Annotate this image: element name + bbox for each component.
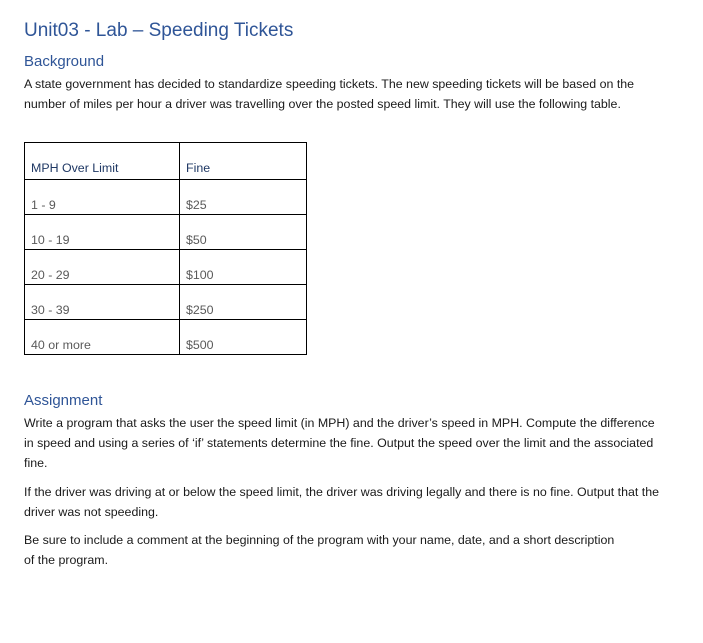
background-paragraph: A state government has decided to standardize speeding tickets. The new speeding tickets will be based on the number of miles per hour a driver was travelling over the posted speed limit. They will use the following table.: [24, 77, 635, 111]
table-row: [25, 180, 307, 215]
fine-cell: $50: [180, 215, 307, 250]
header-fine: Fine: [180, 143, 307, 180]
table-row: [25, 215, 307, 250]
fine-table: [24, 142, 307, 355]
fine-cell: $25: [180, 180, 307, 215]
background-heading: Background: [24, 53, 105, 70]
table-row: [25, 285, 307, 320]
assignment-paragraph: Write a program that asks the user the speed limit (in MPH) and the driver’s speed in MPH. Compute the difference in speed and using a series of ‘if’ statements determine the fine. Output the speed over the limit and the associated fine.: [24, 416, 655, 470]
table-row: [25, 250, 307, 285]
mph-range-cell: 20 - 29: [25, 250, 180, 285]
comment-instructions-paragraph: Be sure to include a comment at the beginning of the program with your name, date, and a short description of the program.: [24, 533, 615, 567]
not-speeding-paragraph: If the driver was driving at or below the speed limit, the driver was driving legally and there is no fine. Output that the driver was not speeding.: [24, 485, 660, 519]
assignment-heading: Assignment: [24, 392, 103, 409]
mph-range-cell: 1 - 9: [25, 180, 180, 215]
fine-cell: $100: [180, 250, 307, 285]
table-header-row: [25, 143, 307, 180]
fine-cell: $250: [180, 285, 307, 320]
table-row: [25, 320, 307, 355]
mph-range-cell: 40 or more: [25, 320, 180, 355]
mph-range-cell: 30 - 39: [25, 285, 180, 320]
fine-cell: $500: [180, 320, 307, 355]
header-mph-over-limit: MPH Over Limit: [25, 143, 180, 180]
document-title: Unit03 - Lab – Speeding Tickets: [24, 20, 294, 41]
mph-range-cell: 10 - 19: [25, 215, 180, 250]
